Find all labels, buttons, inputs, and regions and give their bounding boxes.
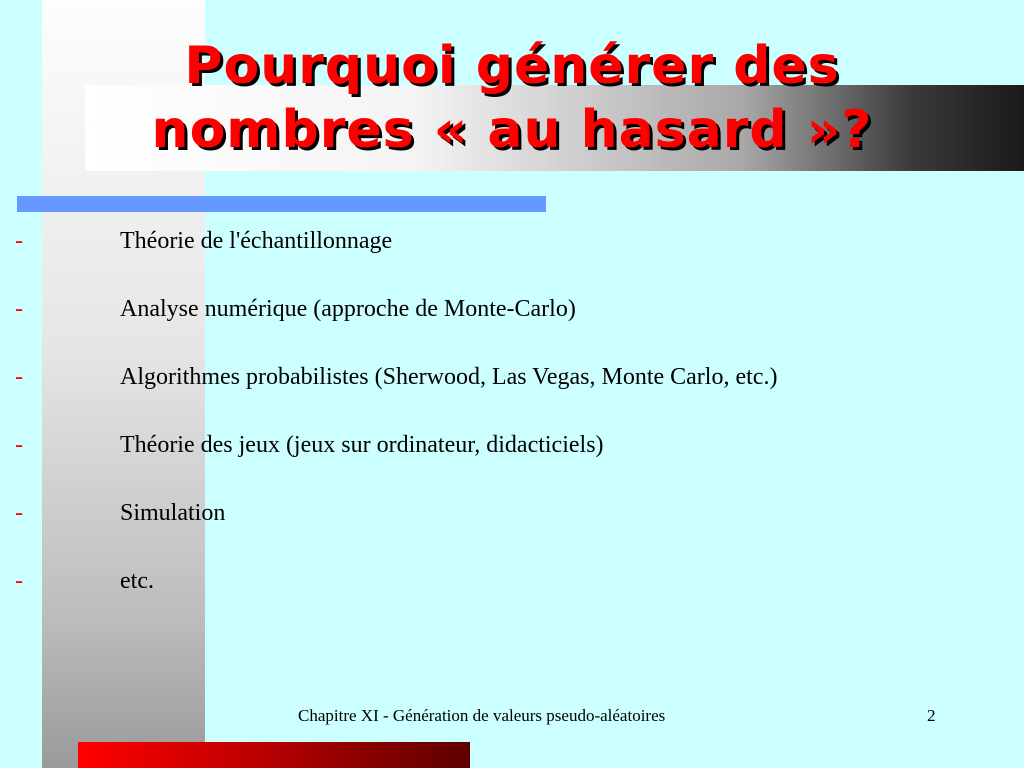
bullet-item [0,224,1024,258]
bullet-item [0,360,1024,394]
bullet-marker: - [15,500,23,526]
bullet-text: Théorie de l'échantillonnage [120,228,393,254]
slide-title-line-2: nombres « au hasard »? [151,100,873,160]
page-number: 2 [927,706,936,725]
bullet-text: Analyse numérique (approche de Monte-Carlo) [120,296,576,322]
footer-gradient-bar [78,742,470,768]
bullet-item [0,496,1024,530]
bullet-marker: - [15,364,23,390]
slide-title [0,34,1024,162]
bullet-text: Algorithmes probabilistes (Sherwood, Las Vegas, Monte Carlo, etc.) [120,364,778,390]
bullet-marker: - [15,296,23,322]
bullet-item [0,564,1024,598]
bullet-marker: - [15,432,23,458]
title-divider-bar [17,196,546,212]
bullet-text: etc. [120,568,154,594]
bullet-text: Théorie des jeux (jeux sur ordinateur, didacticiels) [120,432,604,458]
bullet-marker: - [15,568,23,594]
bullet-text: Simulation [120,500,226,526]
slide-title-line-1: Pourquoi générer des [184,36,840,96]
bullet-item [0,428,1024,462]
bullet-marker: - [15,228,23,254]
bullet-item [0,292,1024,326]
footer-chapter-text: Chapitre XI - Génération de valeurs pseudo-aléatoires [298,706,666,725]
